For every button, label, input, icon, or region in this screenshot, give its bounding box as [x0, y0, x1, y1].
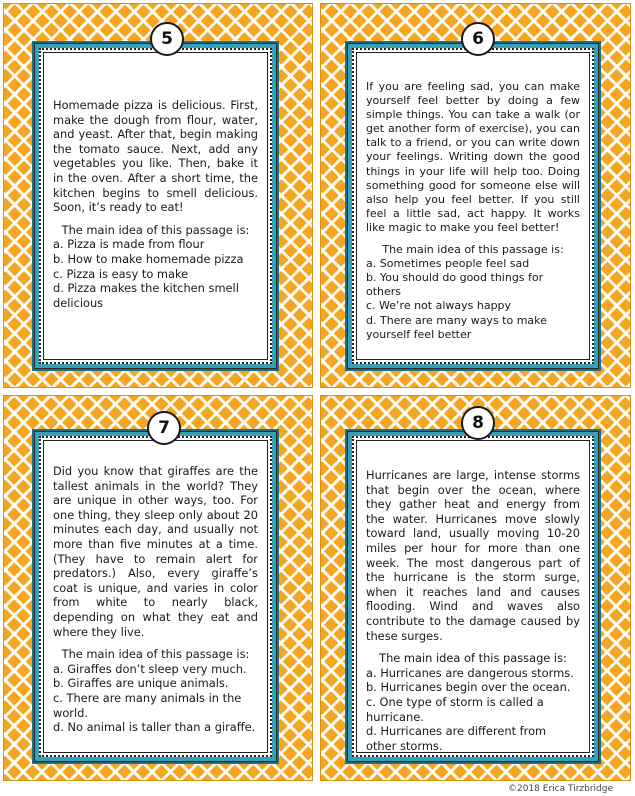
card-frame: [345, 429, 601, 764]
task-card-6: [320, 3, 631, 388]
task-card-8: [320, 395, 631, 781]
card-number-badge: 8: [461, 406, 495, 440]
card-frame: [345, 41, 601, 371]
answer-option: a. Pizza is made from flour: [53, 237, 205, 252]
answer-option: b. Giraffes are unique animals.: [53, 676, 229, 691]
answer-option: b. Hurricanes begin over the ocean.: [366, 680, 571, 695]
answer-option: c. Pizza is easy to make: [53, 266, 189, 281]
question-text: The main idea of this passage is:: [382, 243, 564, 257]
answer-option: c. One type of storm is called a hurricane.: [366, 694, 544, 724]
card-paper: [39, 48, 272, 364]
answer-option: a. Giraffes don’t sleep very much.: [53, 661, 247, 676]
answer-option: d. Hurricanes are different from other storms.: [366, 724, 547, 753]
card-paper: [352, 436, 594, 757]
passage-text: If you are feeling sad, you can make yourself feel better by doing a few simple things. You can take a walk (or get another form of exercise), you can talk to a friend, or you can write down your feelings. Writing down the good things in your life will help too. Doing something good for someone else will also help you feel better. If you still feel a little sad, act happy. It works like magic to make you feel better!: [366, 80, 580, 234]
card-paper: [39, 436, 272, 757]
answer-option: d. No animal is taller than a giraffe.: [53, 720, 256, 735]
card-number-badge: 5: [150, 22, 184, 56]
question-text: The main idea of this passage is:: [379, 651, 567, 666]
card-frame: [32, 41, 279, 371]
answer-option: a. Hurricanes are dangerous storms.: [366, 665, 574, 680]
card-number-badge: 7: [147, 411, 181, 445]
copyright-credit: ©2018 Erica Tirzbridge: [508, 784, 613, 794]
answer-option: a. Sometimes people feel sad: [366, 257, 530, 271]
task-card-7: [3, 395, 313, 781]
card-frame: [32, 429, 279, 764]
card-number-badge: 6: [461, 22, 495, 56]
answer-option: b. You should do good things for others: [366, 271, 544, 299]
answer-option: b. How to make homemade pizza: [53, 251, 244, 266]
task-card-5: [3, 3, 313, 388]
answer-option: d. There are many ways to make yourself feel better: [366, 313, 547, 341]
answer-option: d. Pizza makes the kitchen smell delicious: [53, 281, 239, 310]
question-text: The main idea of this passage is:: [61, 647, 250, 662]
question-text: The main idea of this passage is:: [61, 222, 250, 237]
passage-text: Did you know that giraffes are the tallest animals in the world? They are unique in other ways, too. For one thing, they sleep only about 20 minutes each day, and usually not more than five minutes at a time. (They have to remain alert for predators.) Also, every giraffe’s coat is unique, and varies in color from white to nearly black, depending on what they eat and where they live.: [53, 464, 258, 639]
passage-text: Homemade pizza is delicious. First, make the dough from flour, water, and yeast. After that, begin making the tomato sauce. Next, add any vegetables you like. Then, bake it in the oven. After a short time, the kitchen begins to smell delicious. Soon, it’s ready to eat!: [53, 98, 258, 215]
passage-text: Hurricanes are large, intense storms that begin over the ocean, where they gather heat and energy from the water. Hurricanes move slowly toward land, usually moving 10-20 miles per hour for more than one week. The most dangerous part of the hurricane is the storm surge, when it reaches land and causes flooding. Wind and waves also contribute to the damage caused by these surges.: [366, 468, 580, 643]
card-paper: [352, 48, 594, 364]
answer-option: c. There are many animals in the world.: [53, 690, 242, 720]
answer-option: c. We’re not always happy: [366, 299, 512, 313]
